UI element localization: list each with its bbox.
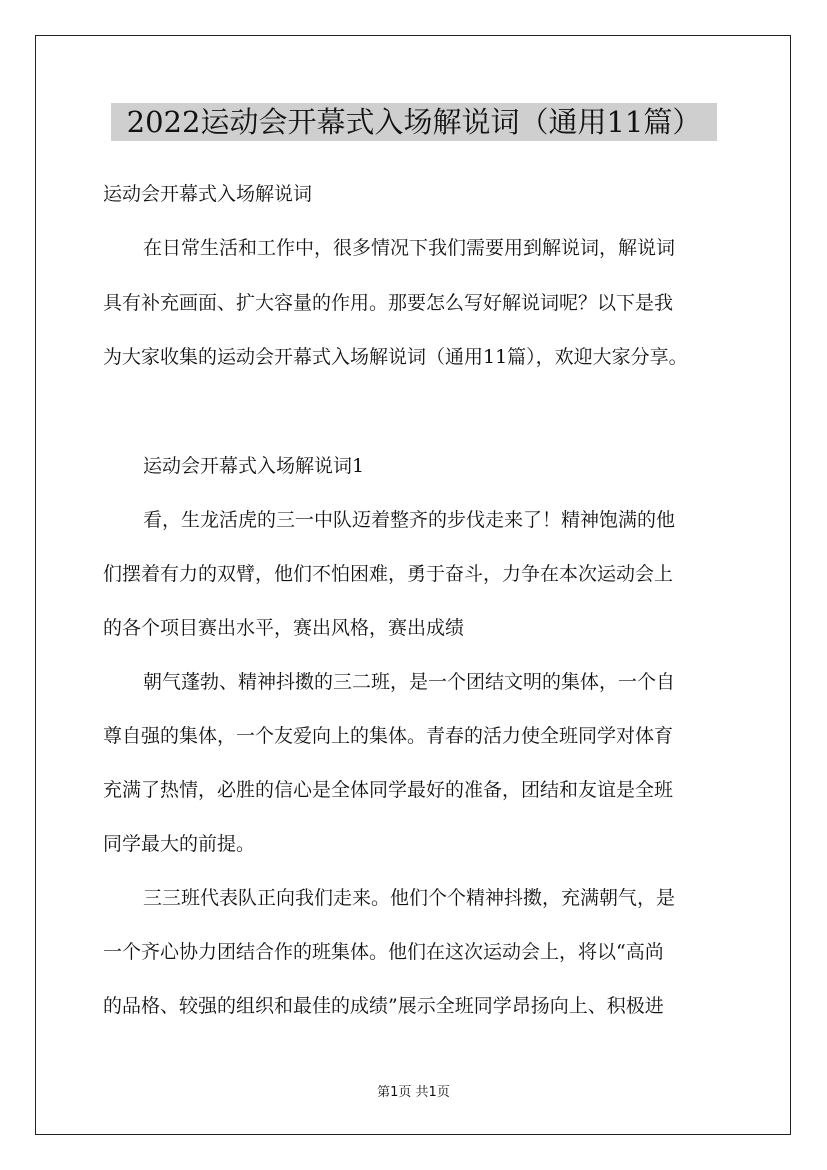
document-subtitle: 运动会开幕式入场解说词 [103, 183, 313, 205]
paragraph2-line-4: 同学最大的前提。 [103, 833, 256, 855]
paragraph2-line-2: 尊自强的集体，一个友爱向上的集体。青春的活力使全班同学对体育 [103, 725, 674, 747]
intro-line-3: 为大家收集的运动会开幕式入场解说词（通用11篇），欢迎大家分享。 [103, 346, 688, 368]
paragraph1-line-3: 的各个项目赛出水平，赛出风格，赛出成绩 [103, 617, 465, 639]
intro-line-2: 具有补充画面、扩大容量的作用。那要怎么写好解说词呢？以下是我 [103, 292, 674, 314]
intro-line-1: 在日常生活和工作中，很多情况下我们需要用到解说词，解说词 [143, 237, 676, 259]
paragraph3-line-3: 的品格、较强的组织和最佳的成绩”展示全班同学昂扬向上、积极进 [103, 995, 664, 1017]
paragraph1-line-1: 看，生龙活虎的三一中队迈着整齐的步伐走来了！精神饱满的他 [143, 509, 676, 531]
paragraph2-line-3: 充满了热情，必胜的信心是全体同学最好的准备，团结和友谊是全班 [103, 779, 674, 801]
paragraph2-line-1: 朝气蓬勃、精神抖擞的三二班，是一个团结文明的集体，一个自 [143, 671, 676, 693]
paragraph3-line-1: 三三班代表队正向我们走来。他们个个精神抖擞，充满朝气，是 [143, 887, 676, 909]
paragraph1-line-2: 们摆着有力的双臂，他们不怕困难，勇于奋斗，力争在本次运动会上 [103, 563, 674, 585]
document-title: 2022运动会开幕式入场解说词（通用11篇） [111, 103, 717, 141]
paragraph3-line-2: 一个齐心协力团结合作的班集体。他们在这次运动会上，将以“高尚 [103, 941, 664, 963]
section-heading: 运动会开幕式入场解说词1 [143, 455, 365, 477]
page-number-footer: 第1页 共1页 [377, 1085, 450, 1100]
